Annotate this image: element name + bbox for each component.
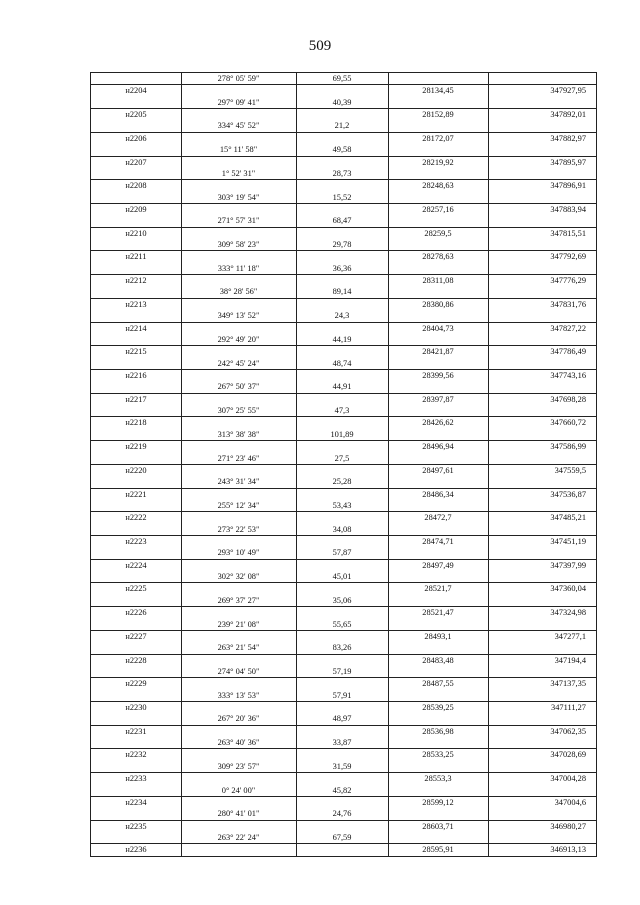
segment-row: [91, 120, 596, 131]
x-coordinate-cell: 28536,98: [422, 726, 454, 736]
point-row: [91, 108, 596, 120]
point-id-cell: н2219: [125, 442, 147, 452]
point-id-cell: н2208: [125, 181, 147, 191]
bearing-cell: 269° 37' 27": [217, 595, 260, 605]
bearing-cell: 292° 49' 20": [217, 334, 260, 344]
bearing-cell: 278° 05' 59": [217, 74, 260, 83]
point-id-cell: н2227: [125, 631, 147, 641]
x-coordinate-cell: 28493,1: [424, 631, 452, 641]
bearing-cell: 302° 32' 08": [217, 572, 260, 582]
length-cell: 28,73: [332, 168, 352, 178]
point-id-cell: н2231: [125, 726, 147, 736]
y-coordinate-cell: 347559,5: [554, 465, 586, 475]
segment-row: [91, 666, 596, 677]
segment-row: [91, 761, 596, 772]
y-coordinate-cell: 347062,35: [550, 726, 586, 736]
length-cell: 44,19: [332, 334, 352, 344]
x-coordinate-cell: 28278,63: [422, 252, 454, 262]
x-coordinate-cell: 28172,07: [422, 133, 454, 143]
segment-row: [91, 500, 596, 511]
point-id-cell: н2213: [125, 299, 147, 309]
x-coordinate-cell: 28603,71: [422, 821, 454, 831]
y-coordinate-cell: 347028,69: [550, 750, 586, 760]
y-coordinate-cell: 346980,27: [550, 821, 586, 831]
bearing-cell: 242° 45' 24": [217, 358, 260, 368]
length-cell: 57,87: [332, 548, 352, 558]
segment-row: [91, 713, 596, 724]
length-cell: 48,97: [332, 714, 352, 724]
bearing-cell: 274° 04' 50": [217, 666, 260, 676]
point-row: [91, 606, 596, 618]
point-row: [91, 203, 596, 215]
point-id-cell: н2234: [125, 797, 147, 807]
x-coordinate-cell: 28497,61: [422, 465, 454, 475]
length-cell: 34,08: [332, 524, 352, 534]
point-row: [91, 416, 596, 428]
segment-row: [91, 310, 596, 321]
point-row: [91, 298, 596, 310]
point-row: [91, 274, 596, 286]
y-coordinate-cell: 347004,28: [550, 774, 586, 784]
segment-row: [91, 73, 596, 84]
length-cell: 53,43: [332, 500, 352, 510]
point-row: [91, 582, 596, 594]
x-coordinate-cell: 28399,56: [422, 370, 454, 380]
y-coordinate-cell: 347896,91: [550, 181, 586, 191]
x-coordinate-cell: 28259,5: [424, 228, 452, 238]
point-row: [91, 322, 596, 334]
point-row: [91, 559, 596, 571]
bearing-cell: 255° 12' 34": [217, 500, 260, 510]
point-row: [91, 179, 596, 191]
point-row: [91, 511, 596, 523]
point-id-cell: н2206: [125, 133, 147, 143]
segment-row: [91, 358, 596, 369]
y-coordinate-cell: 347776,29: [550, 276, 586, 286]
point-id-cell: н2232: [125, 750, 147, 760]
point-id-cell: н2205: [125, 110, 147, 120]
y-coordinate-cell: 347536,87: [550, 489, 586, 499]
x-coordinate-cell: 28426,62: [422, 418, 454, 428]
y-coordinate-cell: 347277,1: [554, 631, 586, 641]
length-cell: 57,91: [332, 690, 352, 700]
length-cell: 69,55: [332, 74, 352, 83]
x-coordinate-cell: 28404,73: [422, 323, 454, 333]
bearing-cell: 303° 19' 54": [217, 192, 260, 202]
segment-row: [91, 334, 596, 345]
point-id-cell: н2226: [125, 608, 147, 618]
length-cell: 45,01: [332, 572, 352, 582]
point-id-cell: н2222: [125, 513, 147, 523]
point-row: [91, 535, 596, 547]
segment-row: [91, 808, 596, 819]
length-cell: 83,26: [332, 643, 352, 653]
y-coordinate-cell: 347004,6: [554, 797, 586, 807]
length-cell: 24,3: [334, 311, 350, 321]
point-id-cell: н2216: [125, 370, 147, 380]
y-coordinate-cell: 347137,35: [550, 679, 586, 689]
bearing-cell: 349° 13' 52": [217, 311, 260, 321]
point-id-cell: н2204: [125, 86, 147, 96]
y-coordinate-cell: 347743,16: [550, 370, 586, 380]
length-cell: 57,19: [332, 666, 352, 676]
bearing-cell: 309° 58' 23": [217, 240, 260, 250]
segment-row: [91, 429, 596, 440]
x-coordinate-cell: 28472,7: [424, 513, 452, 523]
length-cell: 24,76: [332, 809, 352, 819]
y-coordinate-cell: 347895,97: [550, 157, 586, 167]
length-cell: 44,91: [332, 382, 352, 392]
y-coordinate-cell: 347792,69: [550, 252, 586, 262]
point-row: [91, 677, 596, 689]
point-id-cell: н2233: [125, 774, 147, 784]
bearing-cell: 267° 50' 37": [217, 382, 260, 392]
bearing-cell: 297° 09' 41": [217, 97, 260, 107]
segment-row: [91, 192, 596, 203]
segment-row: [91, 144, 596, 155]
x-coordinate-cell: 28311,08: [422, 276, 454, 286]
point-row: [91, 464, 596, 476]
point-row: [91, 796, 596, 808]
point-id-cell: н2221: [125, 489, 147, 499]
segment-row: [91, 642, 596, 653]
point-row: [91, 227, 596, 239]
y-coordinate-cell: 347194,4: [554, 655, 586, 665]
segment-row: [91, 571, 596, 582]
point-row: [91, 369, 596, 381]
length-cell: 67,59: [332, 833, 352, 842]
segment-row: [91, 832, 596, 843]
length-cell: 89,14: [332, 287, 352, 297]
bearing-cell: 280° 41' 01": [217, 809, 260, 819]
point-row: [91, 345, 596, 357]
segment-row: [91, 595, 596, 606]
segment-row: [91, 168, 596, 179]
point-row: [91, 156, 596, 168]
y-coordinate-cell: 347815,51: [550, 228, 586, 238]
bearing-cell: 263° 21' 54": [217, 643, 260, 653]
point-id-cell: н2236: [125, 845, 147, 855]
point-row: [91, 132, 596, 144]
length-cell: 40,39: [332, 97, 352, 107]
coordinates-table: [90, 72, 597, 857]
x-coordinate-cell: 28219,92: [422, 157, 454, 167]
x-coordinate-cell: 28533,25: [422, 750, 454, 760]
bearing-cell: 243° 31' 34": [217, 477, 260, 487]
point-id-cell: н2212: [125, 276, 147, 286]
x-coordinate-cell: 28152,89: [422, 110, 454, 120]
bearing-cell: 38° 28' 56": [219, 287, 258, 297]
segment-row: [91, 97, 596, 108]
x-coordinate-cell: 28486,34: [422, 489, 454, 499]
bearing-cell: 263° 22' 24": [217, 833, 260, 842]
y-coordinate-cell: 347360,04: [550, 584, 586, 594]
length-cell: 49,58: [332, 145, 352, 155]
bearing-cell: 271° 57' 31": [217, 216, 260, 226]
x-coordinate-cell: 28553,3: [424, 774, 452, 784]
x-coordinate-cell: 28521,7: [424, 584, 452, 594]
length-cell: 33,87: [332, 738, 352, 748]
segment-row: [91, 737, 596, 748]
length-cell: 25,28: [332, 477, 352, 487]
bearing-cell: 309° 23' 57": [217, 761, 260, 771]
point-row: [91, 84, 596, 96]
x-coordinate-cell: 28496,94: [422, 442, 454, 452]
y-coordinate-cell: 347660,72: [550, 418, 586, 428]
bearing-cell: 333° 11' 18": [217, 263, 260, 273]
segment-row: [91, 239, 596, 250]
x-coordinate-cell: 28380,86: [422, 299, 454, 309]
point-row: [91, 630, 596, 642]
point-row: [91, 488, 596, 500]
point-row: [91, 393, 596, 405]
segment-row: [91, 381, 596, 392]
bearing-cell: 293° 10' 49": [217, 548, 260, 558]
length-cell: 35,06: [332, 595, 352, 605]
length-cell: 29,78: [332, 240, 352, 250]
point-id-cell: н2214: [125, 323, 147, 333]
length-cell: 45,82: [332, 785, 352, 795]
x-coordinate-cell: 28248,63: [422, 181, 454, 191]
y-coordinate-cell: 347451,19: [550, 537, 586, 547]
point-id-cell: н2223: [125, 537, 147, 547]
x-coordinate-cell: 28599,12: [422, 797, 454, 807]
bearing-cell: 334° 45' 52": [217, 121, 260, 131]
segment-row: [91, 215, 596, 226]
length-cell: 47,3: [334, 406, 350, 416]
y-coordinate-cell: 347586,99: [550, 442, 586, 452]
bearing-cell: 271° 23' 46": [217, 453, 260, 463]
bearing-cell: 0° 24' 00": [221, 785, 256, 795]
x-coordinate-cell: 28487,55: [422, 679, 454, 689]
point-row: [91, 748, 596, 760]
bearing-cell: 239° 21' 08": [217, 619, 260, 629]
y-coordinate-cell: 347397,99: [550, 560, 586, 570]
point-row: [91, 701, 596, 713]
length-cell: 101,89: [330, 429, 354, 439]
y-coordinate-cell: 347698,28: [550, 394, 586, 404]
y-coordinate-cell: 347827,22: [550, 323, 586, 333]
y-coordinate-cell: 347927,95: [550, 86, 586, 96]
point-id-cell: н2230: [125, 703, 147, 713]
point-id-cell: н2210: [125, 228, 147, 238]
point-id-cell: н2211: [125, 252, 147, 262]
segment-row: [91, 263, 596, 274]
x-coordinate-cell: 28595,91: [422, 845, 454, 855]
y-coordinate-cell: 346913,13: [550, 845, 586, 855]
x-coordinate-cell: 28257,16: [422, 204, 454, 214]
segment-row: [91, 286, 596, 297]
point-id-cell: н2228: [125, 655, 147, 665]
length-cell: 48,74: [332, 358, 352, 368]
x-coordinate-cell: 28474,71: [422, 537, 454, 547]
segment-row: [91, 547, 596, 558]
bearing-cell: 267° 20' 36": [217, 714, 260, 724]
point-id-cell: н2229: [125, 679, 147, 689]
page-number: 509: [308, 38, 332, 54]
segment-row: [91, 476, 596, 487]
segment-row: [91, 785, 596, 796]
point-id-cell: н2215: [125, 347, 147, 357]
bearing-cell: 273° 22' 53": [217, 524, 260, 534]
x-coordinate-cell: 28497,49: [422, 560, 454, 570]
point-id-cell: н2224: [125, 560, 147, 570]
point-row: [91, 843, 596, 855]
length-cell: 21,2: [334, 121, 350, 131]
point-row: [91, 654, 596, 666]
point-row: [91, 440, 596, 452]
y-coordinate-cell: 347111,27: [551, 703, 586, 713]
segment-row: [91, 690, 596, 701]
point-id-cell: н2209: [125, 204, 147, 214]
point-id-cell: н2217: [125, 394, 147, 404]
point-id-cell: н2225: [125, 584, 147, 594]
point-id-cell: н2218: [125, 418, 147, 428]
bearing-cell: 1° 52' 31": [221, 168, 256, 178]
bearing-cell: 307° 25' 55": [217, 406, 260, 416]
x-coordinate-cell: 28397,87: [422, 394, 454, 404]
bearing-cell: 263° 40' 36": [217, 738, 260, 748]
bearing-cell: 313° 38' 38": [217, 429, 260, 439]
bearing-cell: 15° 11' 58": [219, 145, 258, 155]
y-coordinate-cell: 347786,49: [550, 347, 586, 357]
y-coordinate-cell: 347883,94: [550, 204, 586, 214]
point-id-cell: н2220: [125, 465, 147, 475]
y-coordinate-cell: 347882,97: [550, 133, 586, 143]
segment-row: [91, 453, 596, 464]
y-coordinate-cell: 347485,21: [550, 513, 586, 523]
x-coordinate-cell: 28521,47: [422, 608, 454, 618]
y-coordinate-cell: 347892,01: [550, 110, 586, 120]
x-coordinate-cell: 28483,48: [422, 655, 454, 665]
point-row: [91, 250, 596, 262]
y-coordinate-cell: 347831,76: [550, 299, 586, 309]
length-cell: 68,47: [332, 216, 352, 226]
length-cell: 36,36: [332, 263, 352, 273]
point-id-cell: н2207: [125, 157, 147, 167]
point-row: [91, 725, 596, 737]
x-coordinate-cell: 28134,45: [422, 86, 454, 96]
segment-row: [91, 524, 596, 535]
bearing-cell: 333° 13' 53": [217, 690, 260, 700]
x-coordinate-cell: 28539,25: [422, 703, 454, 713]
length-cell: 55,65: [332, 619, 352, 629]
segment-row: [91, 619, 596, 630]
y-coordinate-cell: 347324,98: [550, 608, 586, 618]
point-row: [91, 772, 596, 784]
segment-row: [91, 405, 596, 416]
length-cell: 31,59: [332, 761, 352, 771]
point-row: [91, 820, 596, 832]
length-cell: 15,52: [332, 192, 352, 202]
length-cell: 27,5: [334, 453, 350, 463]
x-coordinate-cell: 28421,87: [422, 347, 454, 357]
point-id-cell: н2235: [125, 821, 147, 831]
